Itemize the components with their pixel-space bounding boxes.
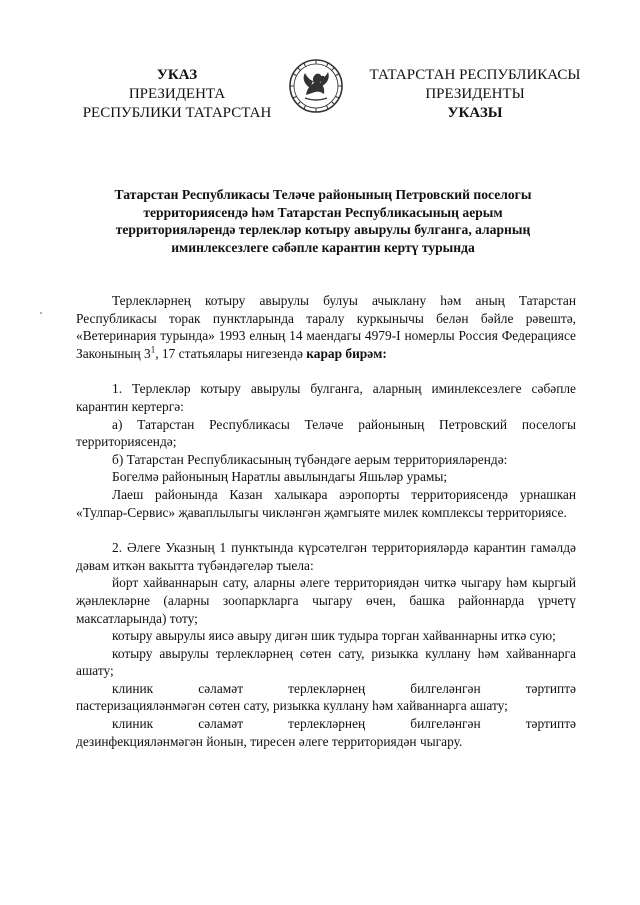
header-left-line-2: ПРЕЗИДЕНТА [128, 86, 226, 102]
title-line-1: Татарстан Республикасы Теләче районының Петровский поселогы [114, 187, 532, 202]
item2-point-4-line-1: клиник сәламәт терлекләрнең билгеләнгән тәртиптә [112, 680, 576, 696]
item2-point-5-line-2: дезинфекцияләнмәгән йонын, тиресен әлеге территориядән чыгару. [76, 733, 463, 749]
decree-title [72, 186, 574, 256]
title-line-3: территорияләрендә терлекләр котыру авырулы булганга, аларның [115, 222, 531, 237]
header-right-line-2: ПРЕЗИДЕНТЫ [425, 86, 525, 102]
scan-speck [40, 312, 42, 314]
header-left-line-1: УКАЗ [156, 67, 198, 83]
title-line-2: территориясендә һәм Татарстан Республикасының аерым [143, 204, 503, 220]
preamble-superscript: 1 [150, 344, 156, 355]
item2-point-3: котыру авырулы терлекләрнең сөтен сату, ризыкка куллану һәм хайваннарга ашату; [76, 645, 576, 679]
item1-sub-a: а) Татарстан Республикасы Теләче районының Петровский поселогы территориясендә; [76, 416, 576, 450]
item2-intro: 2. Әлеге Указның 1 пунктында күрсәтелгән территорияләрдә карантин гамәлдә дәвам иткән вакытта түбәндәгеләр тыела: [76, 540, 576, 573]
header-right-line-3: УКАЗЫ [447, 105, 503, 121]
decree-body [76, 292, 576, 750]
preamble-paragraph [76, 292, 576, 362]
header-left-block [62, 66, 292, 123]
item1-sub-b2: Лаеш районында Казан халыкара аэропорты территориясендә урнашкан «Тулпар-Сервис» җаваплылыгы чикләнгән җәмгыяте милек комплексы территориясе. [76, 486, 576, 520]
item1-sub-b: б) Татарстан Республикасының түбәндәге аерым территорияләрендә: [112, 451, 508, 467]
preamble-text-2: , 17 статьялары нигезендә [155, 345, 307, 361]
item2-point-2: котыру авырулы яисә авыру дигән шик тудыра торган хайваннарны иткә сую; [112, 628, 556, 644]
header-right-line-1: ТАТАРСТАН РЕСПУБЛИКАСЫ [369, 67, 581, 83]
item2-point-4-line-2: пастеризацияләнмәгән сөтен сату, ризыкка куллану һәм хайваннарга ашату; [76, 698, 508, 714]
title-line-4: иминлексезлеге сәбәпле карантин кертү турында [171, 239, 475, 255]
item1-intro: 1. Терлекләр котыру авырулы булганга, аларның иминлексезлеге сәбәпле карантин кертергә: [76, 381, 576, 414]
tatarstan-coat-of-arms-icon [288, 58, 344, 114]
preamble-resolution: карар бирәм: [306, 345, 387, 361]
header-right-block [360, 66, 590, 123]
header-left-line-3: РЕСПУБЛИКИ ТАТАРСТАН [82, 105, 272, 121]
item1-sub-b1: Богелмә районының Наратлы авылындагы Яшьләр урамы; [112, 469, 448, 485]
preamble-text-1: Терлекләрнең котыру авырулы булуы ачыклану һәм аның Татарстан Республикасы торак пунктларында таралу куркынычы белән бәйле рәвештә, «Ветеринария турында» 1993 елның 14 маендагы 4979-I номерлы Россия Федерациясе Законының 3 [76, 293, 576, 361]
item2-point-5-line-1: клиник сәламәт терлекләрнең билгеләнгән тәртиптә [112, 716, 576, 732]
item2-point-1: йорт хайваннарын сату, аларны әлеге территориядән читкә чыгару һәм кыргый җәнлекләрне (аларны зоопаркларга чыгару өчен, башка районнарда үрчетү максатларында) тоту; [76, 575, 576, 626]
